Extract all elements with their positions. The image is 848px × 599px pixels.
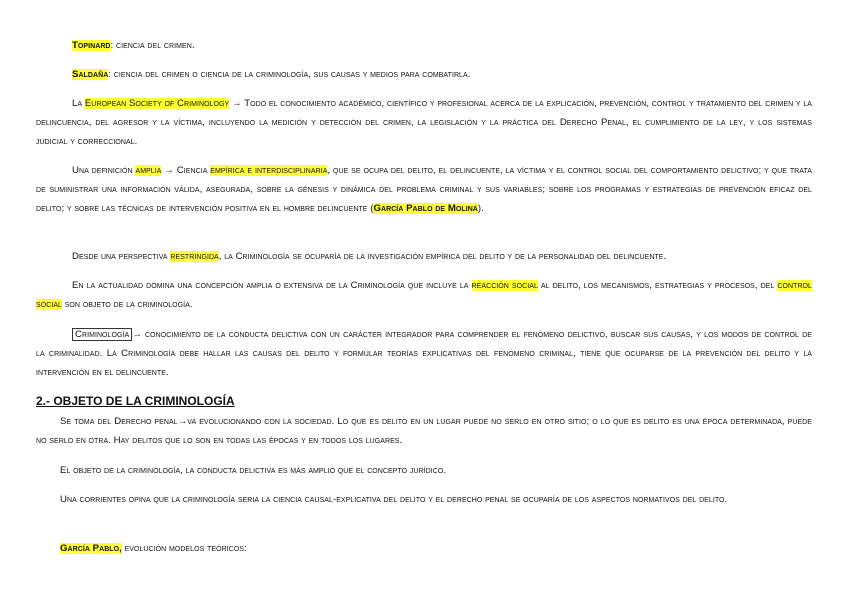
highlight-empirica: empírica e interdisciplinaria <box>210 165 328 176</box>
paragraph-european-society: La European Society of Criminology → Todo el conocimiento académico, científico y profesional acerca de la explicación, prevención, control y tratamiento del crimen y la delincuencia, del agresor y la víctima, incluyendo la medición y detección del crimen, la legislación y la práctica del Derecho Penal, el cumplimiento de la ley, y los sistemas judicial y correccional. <box>36 98 812 147</box>
highlight-garcia-pablo-molina: García Pablo de Molina <box>373 203 478 214</box>
paragraph-derecho-penal: Se toma del Derecho penal→va evolucionando con la sociedad. Lo que es delito en un lugar puede no serlo en otro sitio; o lo que es delito es una época determinada, puede no serlo en otra. Hay delitos que lo son en todas las épocas y en todos los lugares. <box>36 416 812 446</box>
paragraph-garcia-pablo: García Pablo, evolución modelos teóricos: <box>60 543 247 554</box>
paragraph-concepcion-amplia: En la actualidad domina una concepción amplia o extensiva de la Criminología que incluye la reacción social al delito, los mecanismos, estrategias y procesos, del control social son objeto de la criminología. <box>36 280 812 310</box>
highlight-european-society: European Society of Criminology <box>84 98 230 109</box>
arrow-icon: → <box>177 416 188 427</box>
paragraph-criminologia: Criminología → conocimiento de la conducta delictiva con un carácter integrador para comprender el fenómeno delictivo, buscar sus causas, y los modos de control de la criminalidad. La Criminología debe hallar las causas del delito y formular teorías explicativas del fenómeno criminal, tiene que ocuparse de la prevención del delito y la intervención en el delincuente. <box>36 329 812 378</box>
highlight-amplia: amplia <box>135 165 162 176</box>
paragraph-corrientes: Una corrientes opina que la criminología seria la ciencia causal-explicativa del delito y el derecho penal se ocuparía de los aspectos normativos del delito. <box>60 494 728 505</box>
highlight-reaccion-social: reacción social <box>471 280 538 291</box>
paragraph-saldana: Saldaña: ciencia del crimen o ciencia de la criminología, sus causas y medios para combatirla. <box>72 69 471 80</box>
arrow-icon: → <box>132 329 142 340</box>
highlight-restringida: restringida <box>170 251 219 262</box>
highlight-topinard: Topinard <box>72 40 111 51</box>
paragraph-objeto-criminologia: El objeto de la criminología, la conducta delictiva es más amplio que el concepto jurídico. <box>60 465 447 476</box>
paragraph-topinard: Topinard: ciencia del crimen. <box>72 40 195 51</box>
paragraph-definicion-amplia: Una definición amplia → Ciencia empírica e interdisciplinaria, que se ocupa del delito, el delincuente, la víctima y el control social del comportamiento delictivo; y que trata de suministrar una información válida, asegurada, sobre la génesis y dinámica del problema criminal y sus variables; sobre los programas y estrategias de prevención eficaz del delito; y sobre las técnicas de intervención positiva en el hombre delincuente (García Pablo de Molina). <box>36 165 813 214</box>
paragraph-restringida: Desde una perspectiva restringida, la Criminología se ocuparía de la investigación empírica del delito y de la personalidad del delincuente. <box>72 251 667 262</box>
highlight-control-social: control social <box>36 280 812 310</box>
arrow-icon: → <box>231 98 242 109</box>
highlight-garcia-pablo: García Pablo, <box>60 543 122 554</box>
highlight-saldana: Saldaña <box>72 69 109 80</box>
section-heading: 2.- OBJETO DE LA CRIMINOLOGÍA <box>36 394 235 408</box>
boxed-term-criminologia: Criminología <box>72 328 132 341</box>
